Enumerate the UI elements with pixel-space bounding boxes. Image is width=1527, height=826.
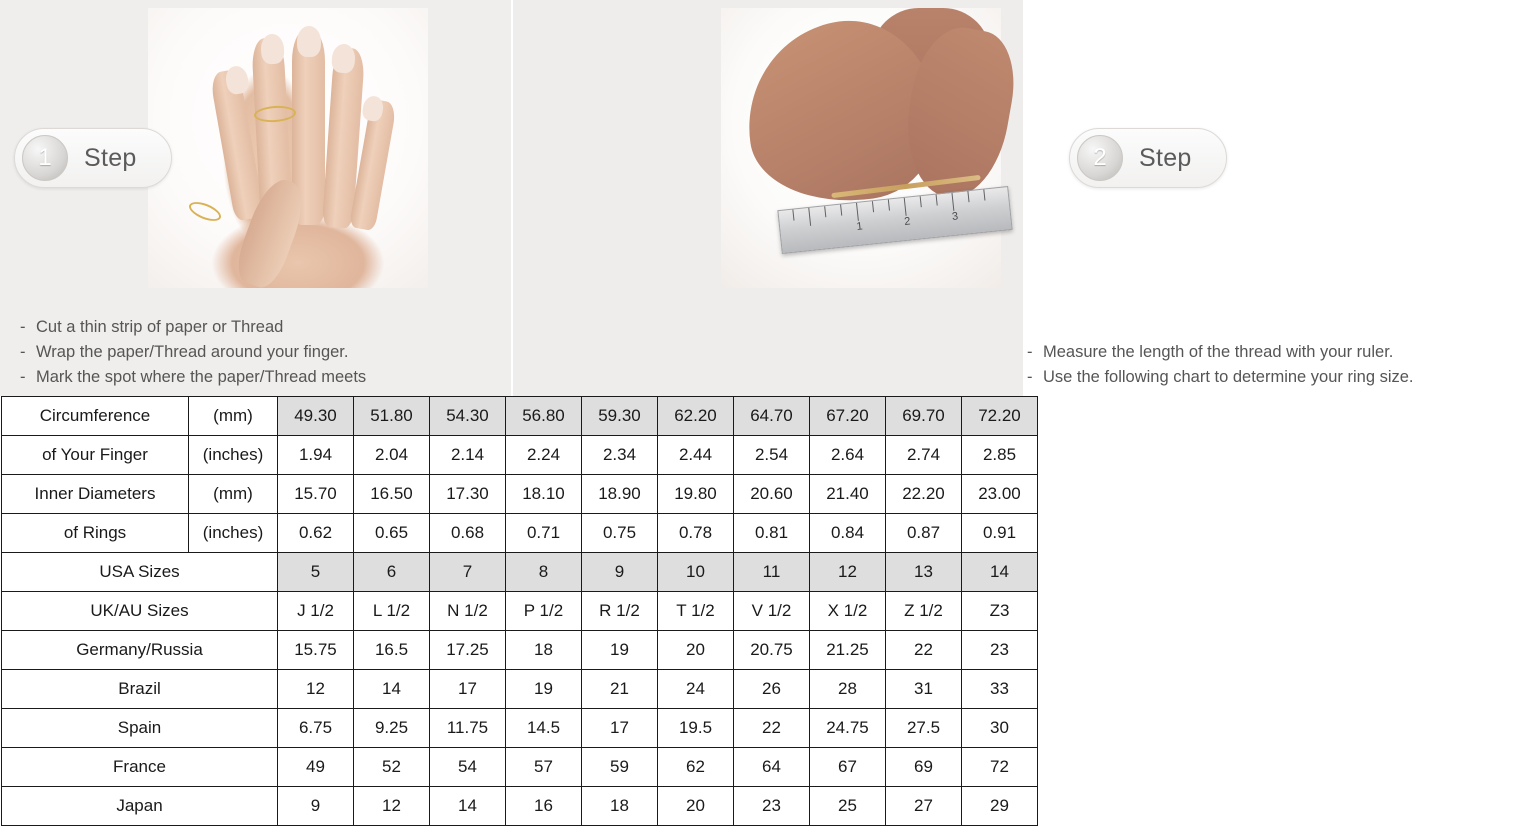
instruction-text: Wrap the paper/Thread around your finger. (36, 343, 349, 361)
cell: 69 (886, 748, 962, 787)
instruction-item (20, 340, 490, 365)
steps-section (0, 0, 1414, 396)
row-label-circumference: Circumference (2, 397, 189, 436)
cell: 16.5 (354, 631, 430, 670)
cell: 23.00 (962, 475, 1038, 514)
step-2-label: Step (1139, 143, 1192, 172)
cell: 12 (278, 670, 354, 709)
cell: 14.5 (506, 709, 582, 748)
dash-bullet: - (20, 318, 26, 336)
cell: 54.30 (430, 397, 506, 436)
unit-inches: (inches) (189, 436, 278, 475)
cell: 0.81 (734, 514, 810, 553)
cell: 0.71 (506, 514, 582, 553)
row-label-inner-diameter-2: of Rings (2, 514, 189, 553)
cell: 67 (810, 748, 886, 787)
cell: V 1/2 (734, 592, 810, 631)
cell: 2.85 (962, 436, 1038, 475)
panel-divider (511, 0, 513, 396)
cell: Z3 (962, 592, 1038, 631)
cell: 28 (810, 670, 886, 709)
cell: 26 (734, 670, 810, 709)
cell: 16 (506, 787, 582, 826)
cell: 33 (962, 670, 1038, 709)
table-row (2, 397, 1038, 436)
cell: 15.70 (278, 475, 354, 514)
hand-ruler-illustration (721, 8, 1001, 288)
cell: 1.94 (278, 436, 354, 475)
ruler-mark: 1 (855, 220, 864, 234)
hand-with-thread-photo (148, 8, 428, 288)
step-2-number: 2 (1077, 135, 1123, 181)
table-row (2, 787, 1038, 826)
cell: 49.30 (278, 397, 354, 436)
cell: 8 (506, 553, 582, 592)
cell: 20 (658, 631, 734, 670)
row-label-france: France (2, 748, 278, 787)
ruler-mark: 2 (903, 215, 911, 229)
cell: 9 (278, 787, 354, 826)
cell: 72 (962, 748, 1038, 787)
cell: 5 (278, 553, 354, 592)
cell: 23 (962, 631, 1038, 670)
cell: 59 (582, 748, 658, 787)
unit-mm: (mm) (189, 475, 278, 514)
cell: 52 (354, 748, 430, 787)
row-label-inner-diameter: Inner Diameters (2, 475, 189, 514)
cell: 0.68 (430, 514, 506, 553)
ring-size-chart-table (1, 396, 1038, 826)
cell: 17.25 (430, 631, 506, 670)
cell: 14 (354, 670, 430, 709)
cell: 18 (582, 787, 658, 826)
table-row (2, 514, 1038, 553)
cell: 6 (354, 553, 430, 592)
cell: 9.25 (354, 709, 430, 748)
cell: 21.40 (810, 475, 886, 514)
cell: 20 (658, 787, 734, 826)
dash-bullet: - (1027, 343, 1033, 361)
cell: 6.75 (278, 709, 354, 748)
row-label-spain: Spain (2, 709, 278, 748)
table-row (2, 631, 1038, 670)
table-row (2, 670, 1038, 709)
unit-mm: (mm) (189, 397, 278, 436)
instruction-item (20, 365, 490, 390)
step-1-instructions (20, 315, 490, 390)
instruction-text: Cut a thin strip of paper or Thread (36, 318, 284, 336)
cell: 2.14 (430, 436, 506, 475)
cell: 24 (658, 670, 734, 709)
cell: 12 (354, 787, 430, 826)
step-1-label: Step (84, 143, 137, 172)
cell: 64.70 (734, 397, 810, 436)
cell: T 1/2 (658, 592, 734, 631)
cell: 64 (734, 748, 810, 787)
cell: 11 (734, 553, 810, 592)
cell: 20.60 (734, 475, 810, 514)
cell: 23 (734, 787, 810, 826)
cell: 24.75 (810, 709, 886, 748)
table-row (2, 592, 1038, 631)
cell: 22 (886, 631, 962, 670)
dash-bullet: - (20, 343, 26, 361)
unit-inches: (inches) (189, 514, 278, 553)
cell: P 1/2 (506, 592, 582, 631)
cell: 54 (430, 748, 506, 787)
cell: 0.75 (582, 514, 658, 553)
cell: 2.34 (582, 436, 658, 475)
cell: 27 (886, 787, 962, 826)
step-2-badge (1069, 128, 1227, 188)
gold-ring-thumb (186, 198, 223, 225)
row-label-usa-sizes: USA Sizes (2, 553, 278, 592)
cell: 0.62 (278, 514, 354, 553)
cell: 14 (430, 787, 506, 826)
step-1-badge (14, 128, 172, 188)
row-label-japan: Japan (2, 787, 278, 826)
hand-measuring-thread-with-ruler-photo (721, 8, 1001, 288)
cell: 0.87 (886, 514, 962, 553)
cell: 2.24 (506, 436, 582, 475)
cell: 72.20 (962, 397, 1038, 436)
cell: N 1/2 (430, 592, 506, 631)
cell: Z 1/2 (886, 592, 962, 631)
instruction-text: Measure the length of the thread with your ruler. (1043, 343, 1394, 361)
step-2-instructions (1027, 340, 1527, 390)
cell: 2.64 (810, 436, 886, 475)
cell: J 1/2 (278, 592, 354, 631)
ruler-mark: 3 (951, 210, 959, 223)
cell: 16.50 (354, 475, 430, 514)
dash-bullet: - (20, 368, 26, 386)
cell: 2.04 (354, 436, 430, 475)
cell: 2.44 (658, 436, 734, 475)
cell: 19 (506, 670, 582, 709)
cell: 29 (962, 787, 1038, 826)
instruction-item (1027, 365, 1527, 390)
table-row (2, 436, 1038, 475)
cell: 51.80 (354, 397, 430, 436)
cell: 17 (430, 670, 506, 709)
cell: 21.25 (810, 631, 886, 670)
cell: 62 (658, 748, 734, 787)
row-label-circumference-2: of Your Finger (2, 436, 189, 475)
cell: 13 (886, 553, 962, 592)
cell: 19 (582, 631, 658, 670)
cell: 19.80 (658, 475, 734, 514)
cell: 11.75 (430, 709, 506, 748)
cell: 9 (582, 553, 658, 592)
step-1-panel (0, 0, 511, 396)
instruction-item (20, 315, 490, 340)
cell: X 1/2 (810, 592, 886, 631)
cell: 59.30 (582, 397, 658, 436)
table-row (2, 709, 1038, 748)
instruction-text: Mark the spot where the paper/Thread meets (36, 368, 367, 386)
cell: 22.20 (886, 475, 962, 514)
table-row (2, 475, 1038, 514)
cell: 18.10 (506, 475, 582, 514)
cell: R 1/2 (582, 592, 658, 631)
step-2-panel (511, 0, 1414, 396)
cell: 69.70 (886, 397, 962, 436)
cell: 12 (810, 553, 886, 592)
instruction-text: Use the following chart to determine your ring size. (1043, 368, 1414, 386)
cell: 20.75 (734, 631, 810, 670)
cell: 10 (658, 553, 734, 592)
cell: 19.5 (658, 709, 734, 748)
cell: 27.5 (886, 709, 962, 748)
instruction-item (1027, 340, 1527, 365)
row-label-germany-russia: Germany/Russia (2, 631, 278, 670)
cell: 31 (886, 670, 962, 709)
cell: 17 (582, 709, 658, 748)
cell: 2.74 (886, 436, 962, 475)
cell: 7 (430, 553, 506, 592)
cell: 17.30 (430, 475, 506, 514)
cell: 49 (278, 748, 354, 787)
cell: 57 (506, 748, 582, 787)
cell: 14 (962, 553, 1038, 592)
cell: 18.90 (582, 475, 658, 514)
cell: 21 (582, 670, 658, 709)
cell: 62.20 (658, 397, 734, 436)
cell: 15.75 (278, 631, 354, 670)
cell: 2.54 (734, 436, 810, 475)
cell: 56.80 (506, 397, 582, 436)
cell: 18 (506, 631, 582, 670)
cell: 22 (734, 709, 810, 748)
cell: L 1/2 (354, 592, 430, 631)
hand-illustration (148, 8, 428, 288)
step-1-number: 1 (22, 135, 68, 181)
table-row (2, 553, 1038, 592)
table-row (2, 748, 1038, 787)
cell: 0.84 (810, 514, 886, 553)
cell: 25 (810, 787, 886, 826)
cell: 0.65 (354, 514, 430, 553)
cell: 30 (962, 709, 1038, 748)
row-label-uk-au-sizes: UK/AU Sizes (2, 592, 278, 631)
cell: 67.20 (810, 397, 886, 436)
cell: 0.78 (658, 514, 734, 553)
cell: 0.91 (962, 514, 1038, 553)
row-label-brazil: Brazil (2, 670, 278, 709)
dash-bullet: - (1027, 368, 1033, 386)
